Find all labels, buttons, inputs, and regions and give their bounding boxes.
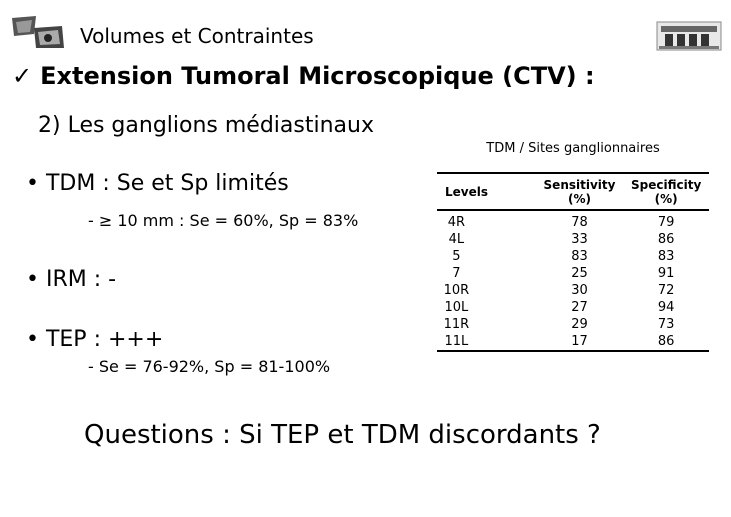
cell-sensitivity: 30 — [571, 283, 588, 298]
cell-specificity: 86 — [657, 232, 675, 247]
cell-sensitivity: 33 — [571, 232, 588, 247]
building-logo-icon — [655, 18, 723, 54]
bullet-tdm-detail: - ≥ 10 mm : Se = 60%, Sp = 83% — [88, 211, 359, 230]
table-header-row — [437, 173, 709, 210]
cell-specificity: 83 — [657, 249, 675, 264]
main-title-text: Extension Tumoral Microscopique (CTV) : — [40, 62, 595, 90]
cell-sensitivity: 78 — [571, 215, 588, 230]
cell-level: 5 — [452, 249, 461, 264]
cell-specificity: 73 — [657, 317, 675, 332]
cell-level: 11R — [443, 317, 470, 332]
cell-sensitivity: 29 — [571, 317, 588, 332]
cell-specificity: 72 — [657, 283, 675, 298]
bullet-tdm: • TDM : Se et Sp limités — [26, 171, 289, 196]
header-title: Volumes et Contraintes — [80, 24, 314, 48]
institution-photo-logo-icon — [10, 14, 66, 50]
header-levels: Levels — [437, 173, 536, 210]
cell-level: 10L — [444, 300, 469, 315]
table-caption: TDM / Sites ganglionnaires — [486, 141, 660, 156]
section-title: 2) Les ganglions médiastinaux — [38, 113, 374, 138]
main-title — [12, 62, 595, 90]
table-row — [437, 299, 709, 316]
cell-level: 4R — [447, 215, 465, 230]
cell-sensitivity: 83 — [571, 249, 588, 264]
cell-level: 11L — [437, 333, 536, 351]
cell-sensitivity: 25 — [571, 266, 588, 281]
header-specificity — [623, 173, 709, 210]
question-text: Questions : Si TEP et TDM discordants ? — [84, 420, 601, 450]
checkmark-icon: ✓ — [12, 62, 33, 90]
cell-specificity: 91 — [657, 266, 675, 281]
header-sensitivity-unit: (%) — [568, 192, 591, 206]
table-row — [437, 231, 709, 248]
header-sensitivity-label: Sensitivity — [543, 178, 616, 192]
cell-sensitivity: 17 — [536, 333, 624, 351]
bullet-irm: • IRM : - — [26, 267, 117, 292]
table-row — [437, 333, 709, 351]
cell-sensitivity: 27 — [571, 300, 588, 315]
header-specificity-unit: (%) — [654, 192, 678, 206]
table-row — [437, 265, 709, 282]
cell-level: 10R — [443, 283, 470, 298]
table-row — [437, 248, 709, 265]
header-specificity-label: Specificity — [631, 178, 702, 192]
table-row — [437, 316, 709, 333]
bullet-tep: • TEP : +++ — [26, 327, 164, 352]
header-sensitivity — [536, 173, 624, 210]
bullet-tep-detail: - Se = 76-92%, Sp = 81-100% — [88, 357, 331, 376]
table-row — [437, 210, 709, 231]
cell-specificity: 86 — [623, 333, 709, 351]
sensitivity-specificity-table — [437, 172, 709, 352]
cell-level: 4L — [448, 232, 465, 247]
cell-level: 7 — [452, 266, 461, 281]
cell-specificity: 79 — [657, 215, 675, 230]
table-row — [437, 282, 709, 299]
cell-specificity: 94 — [657, 300, 675, 315]
